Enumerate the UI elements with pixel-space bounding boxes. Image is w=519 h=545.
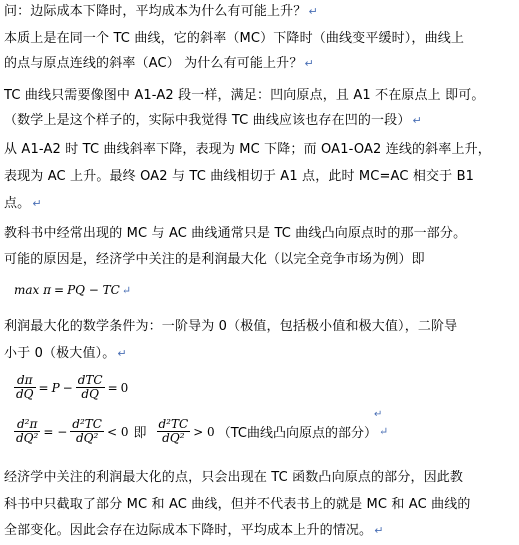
first-order-condition: $\frac{d\pi}{dQ}$ = P − $\frac{\text{dTC}}{dQ}$ = 0 bbox=[16, 373, 129, 401]
text-line: 点。 ↵ bbox=[4, 196, 42, 211]
second-order-condition: $\frac{\text{d²π}}{\text{dQ²}}$ = − $\frac{\text{d²TC}}{\text{dQ²}}$ < 0 即 $\frac{\text{d²TC}}{\text{dQ²}}$ > 0 （TC曲线凸向原点的部分） ↵ bbox=[16, 417, 389, 445]
text-line: 表现为 AC 上升。最终 OA2 与 TC 曲线相切于 A1 点，此时 MC=AC 相交于 B1 bbox=[4, 169, 475, 184]
paragraph-mark-icon: ↵ bbox=[374, 409, 383, 420]
text-line: 科书中只截取了部分 MC 和 AC 曲线，但并不代表书上的就是 MC 和 AC 曲线的 bbox=[4, 497, 471, 512]
paragraph-mark-icon: ↵ bbox=[304, 57, 314, 70]
paragraph-mark-icon: ↵ bbox=[308, 5, 318, 18]
paragraph-mark-icon: ↵ bbox=[121, 283, 132, 297]
text-line: 经济学中关注的利润最大化的点，只会出现在 TC 函数凸向原点的部分，因此教 bbox=[4, 470, 464, 485]
text-line: 本质上是在同一个 TC 曲线，它的斜率（MC）下降时（曲线变平缓时），曲线上 bbox=[4, 31, 465, 46]
paragraph-mark-icon: ↵ bbox=[378, 425, 389, 438]
paragraph-mark-icon: ↵ bbox=[117, 347, 127, 360]
text-line: 可能的原因是，经济学中关注的是利润最大化（以完全竞争市场为例）即 bbox=[4, 252, 425, 267]
profit-formula: max π = PQ − TC ↵ bbox=[14, 283, 132, 297]
text-line: TC 曲线只需要像图中 A1-A2 段一样，满足：凹向原点，且 A1 不在原点上 即可。 bbox=[4, 88, 485, 103]
paragraph-mark-icon: ↵ bbox=[374, 524, 384, 537]
text-line: 的点与原点连线的斜率（AC） 为什么有可能上升？ ↵ bbox=[4, 56, 314, 71]
fraction: $\frac{\text{d²TC}}{\text{dQ²}}$ bbox=[72, 417, 102, 445]
text-line: 教科书中经常出现的 MC 与 AC 曲线通常只是 TC 曲线凸向原点时的那一部分。 bbox=[4, 226, 467, 241]
text-line: （数学上是这个样子的，实际中我觉得 TC 曲线应该也存在凹的一段） ↵ bbox=[4, 113, 422, 128]
fraction: $\frac{\text{d²π}}{\text{dQ²}}$ bbox=[16, 417, 39, 445]
fraction: $\frac{d\pi}{dQ}$ bbox=[16, 373, 34, 401]
paragraph-mark-icon: ↵ bbox=[412, 114, 422, 127]
text-line: 全部变化。因此会存在边际成本下降时，平均成本上升的情况。 ↵ bbox=[4, 523, 384, 538]
paragraph-mark-icon: ↵ bbox=[32, 197, 42, 210]
text-line: 小于 0（极大值）。 ↵ bbox=[4, 346, 127, 361]
question-line: 问：边际成本下降时，平均成本为什么有可能上升？ ↵ bbox=[4, 4, 318, 19]
fraction: $\frac{\text{d²TC}}{\text{dQ²}}$ bbox=[158, 417, 189, 445]
fraction: $\frac{\text{dTC}}{dQ}$ bbox=[77, 373, 103, 401]
text-line: 从 A1-A2 时 TC 曲线斜率下降，表现为 MC 下降；而 OA1-OA2 连线的斜率上升， bbox=[4, 142, 491, 157]
text-line: 利润最大化的数学条件为：一阶导为 0（极值，包括极小值和极大值），二阶导 bbox=[4, 319, 458, 334]
